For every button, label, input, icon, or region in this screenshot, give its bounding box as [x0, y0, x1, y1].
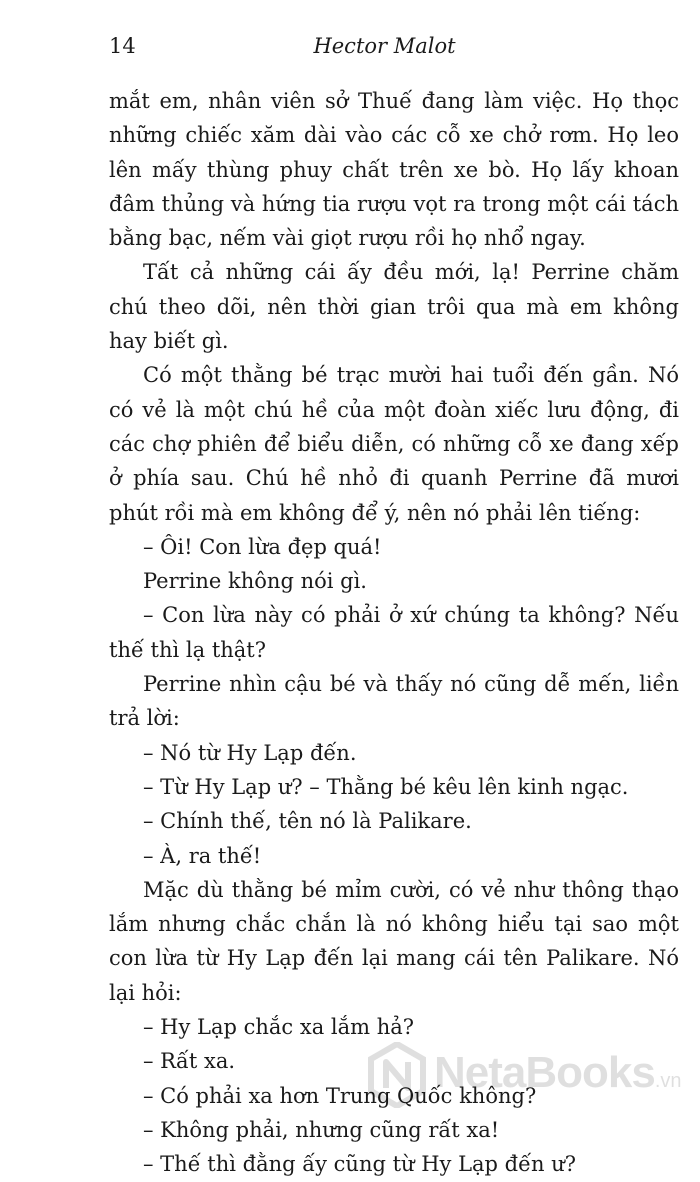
dialogue-line: – Rất xa.	[143, 1049, 236, 1074]
dialogue-line: – Con lừa này có phải ở xứ chúng ta không? Nếu thế thì lạ thật?	[109, 603, 679, 662]
dialogue-line: – Hy Lạp chắc xa lắm hả?	[143, 1015, 415, 1040]
paragraph: Perrine không nói gì.	[143, 569, 367, 594]
dialogue-line: – Từ Hy Lạp ư? – Thằng bé kêu lên kinh ngạc.	[143, 774, 629, 799]
dialogue-line: – Chính thế, tên nó là Palikare.	[143, 809, 472, 834]
paragraph: Perrine nhìn cậu bé và thấy nó cũng dễ mến, liền trả lời:	[109, 672, 679, 731]
dialogue-line: – À, ra thế!	[143, 843, 262, 868]
dialogue-line: – Ôi! Con lừa đẹp quá!	[143, 534, 382, 559]
running-head: Hector Malot	[313, 34, 456, 58]
dialogue-line: – Nó từ Hy Lạp đến.	[143, 740, 357, 765]
dialogue-line: – Thế thì đằng ấy cũng từ Hy Lạp đến ư?	[143, 1152, 577, 1177]
watermark-text	[434, 1048, 682, 1098]
netabooks-watermark	[368, 1038, 698, 1112]
body-text	[109, 84, 679, 1182]
watermark-suffix: .vn	[654, 1070, 682, 1092]
dialogue-line: – Có phải xa hơn Trung Quốc không?	[143, 1083, 537, 1108]
paragraph: Tất cả những cái ấy đều mới, lạ! Perrine chăm chú theo dõi, nên thời gian trôi qua mà em không hay biết gì.	[109, 260, 679, 354]
page-number: 14	[109, 34, 136, 58]
netabooks-logo-icon	[368, 1042, 426, 1108]
dialogue-line: – Không phải, nhưng cũng rất xa!	[143, 1117, 500, 1142]
watermark-brand: NetaBooks	[434, 1048, 655, 1097]
paragraph: mắt em, nhân viên sở Thuế đang làm việc. Họ thọc những chiếc xăm dài vào các cỗ xe chở rơm. Họ leo lên mấy thùng phuy chất trên xe bò. Họ lấy khoan đâm thủng và hứng tia rượu vọt ra trong một cái tách bằng bạc, nếm vài giọt rượu rồi họ nhổ ngay.	[109, 89, 679, 251]
paragraph: Mặc dù thằng bé mỉm cười, có vẻ như thông thạo lắm nhưng chắc chắn là nó không hiểu tại sao một con lừa từ Hy Lạp đến lại mang cái tên Palikare. Nó lại hỏi:	[109, 877, 679, 1005]
paragraph: Có một thằng bé trạc mười hai tuổi đến gần. Nó có vẻ là một chú hề của một đoàn xiếc lưu động, đi các chợ phiên để biểu diễn, có những cỗ xe đang xếp ở phía sau. Chú hề nhỏ đi quanh Perrine đã mươi phút rồi mà em không để ý, nên nó phải lên tiếng:	[109, 363, 679, 525]
page-header	[109, 34, 660, 60]
